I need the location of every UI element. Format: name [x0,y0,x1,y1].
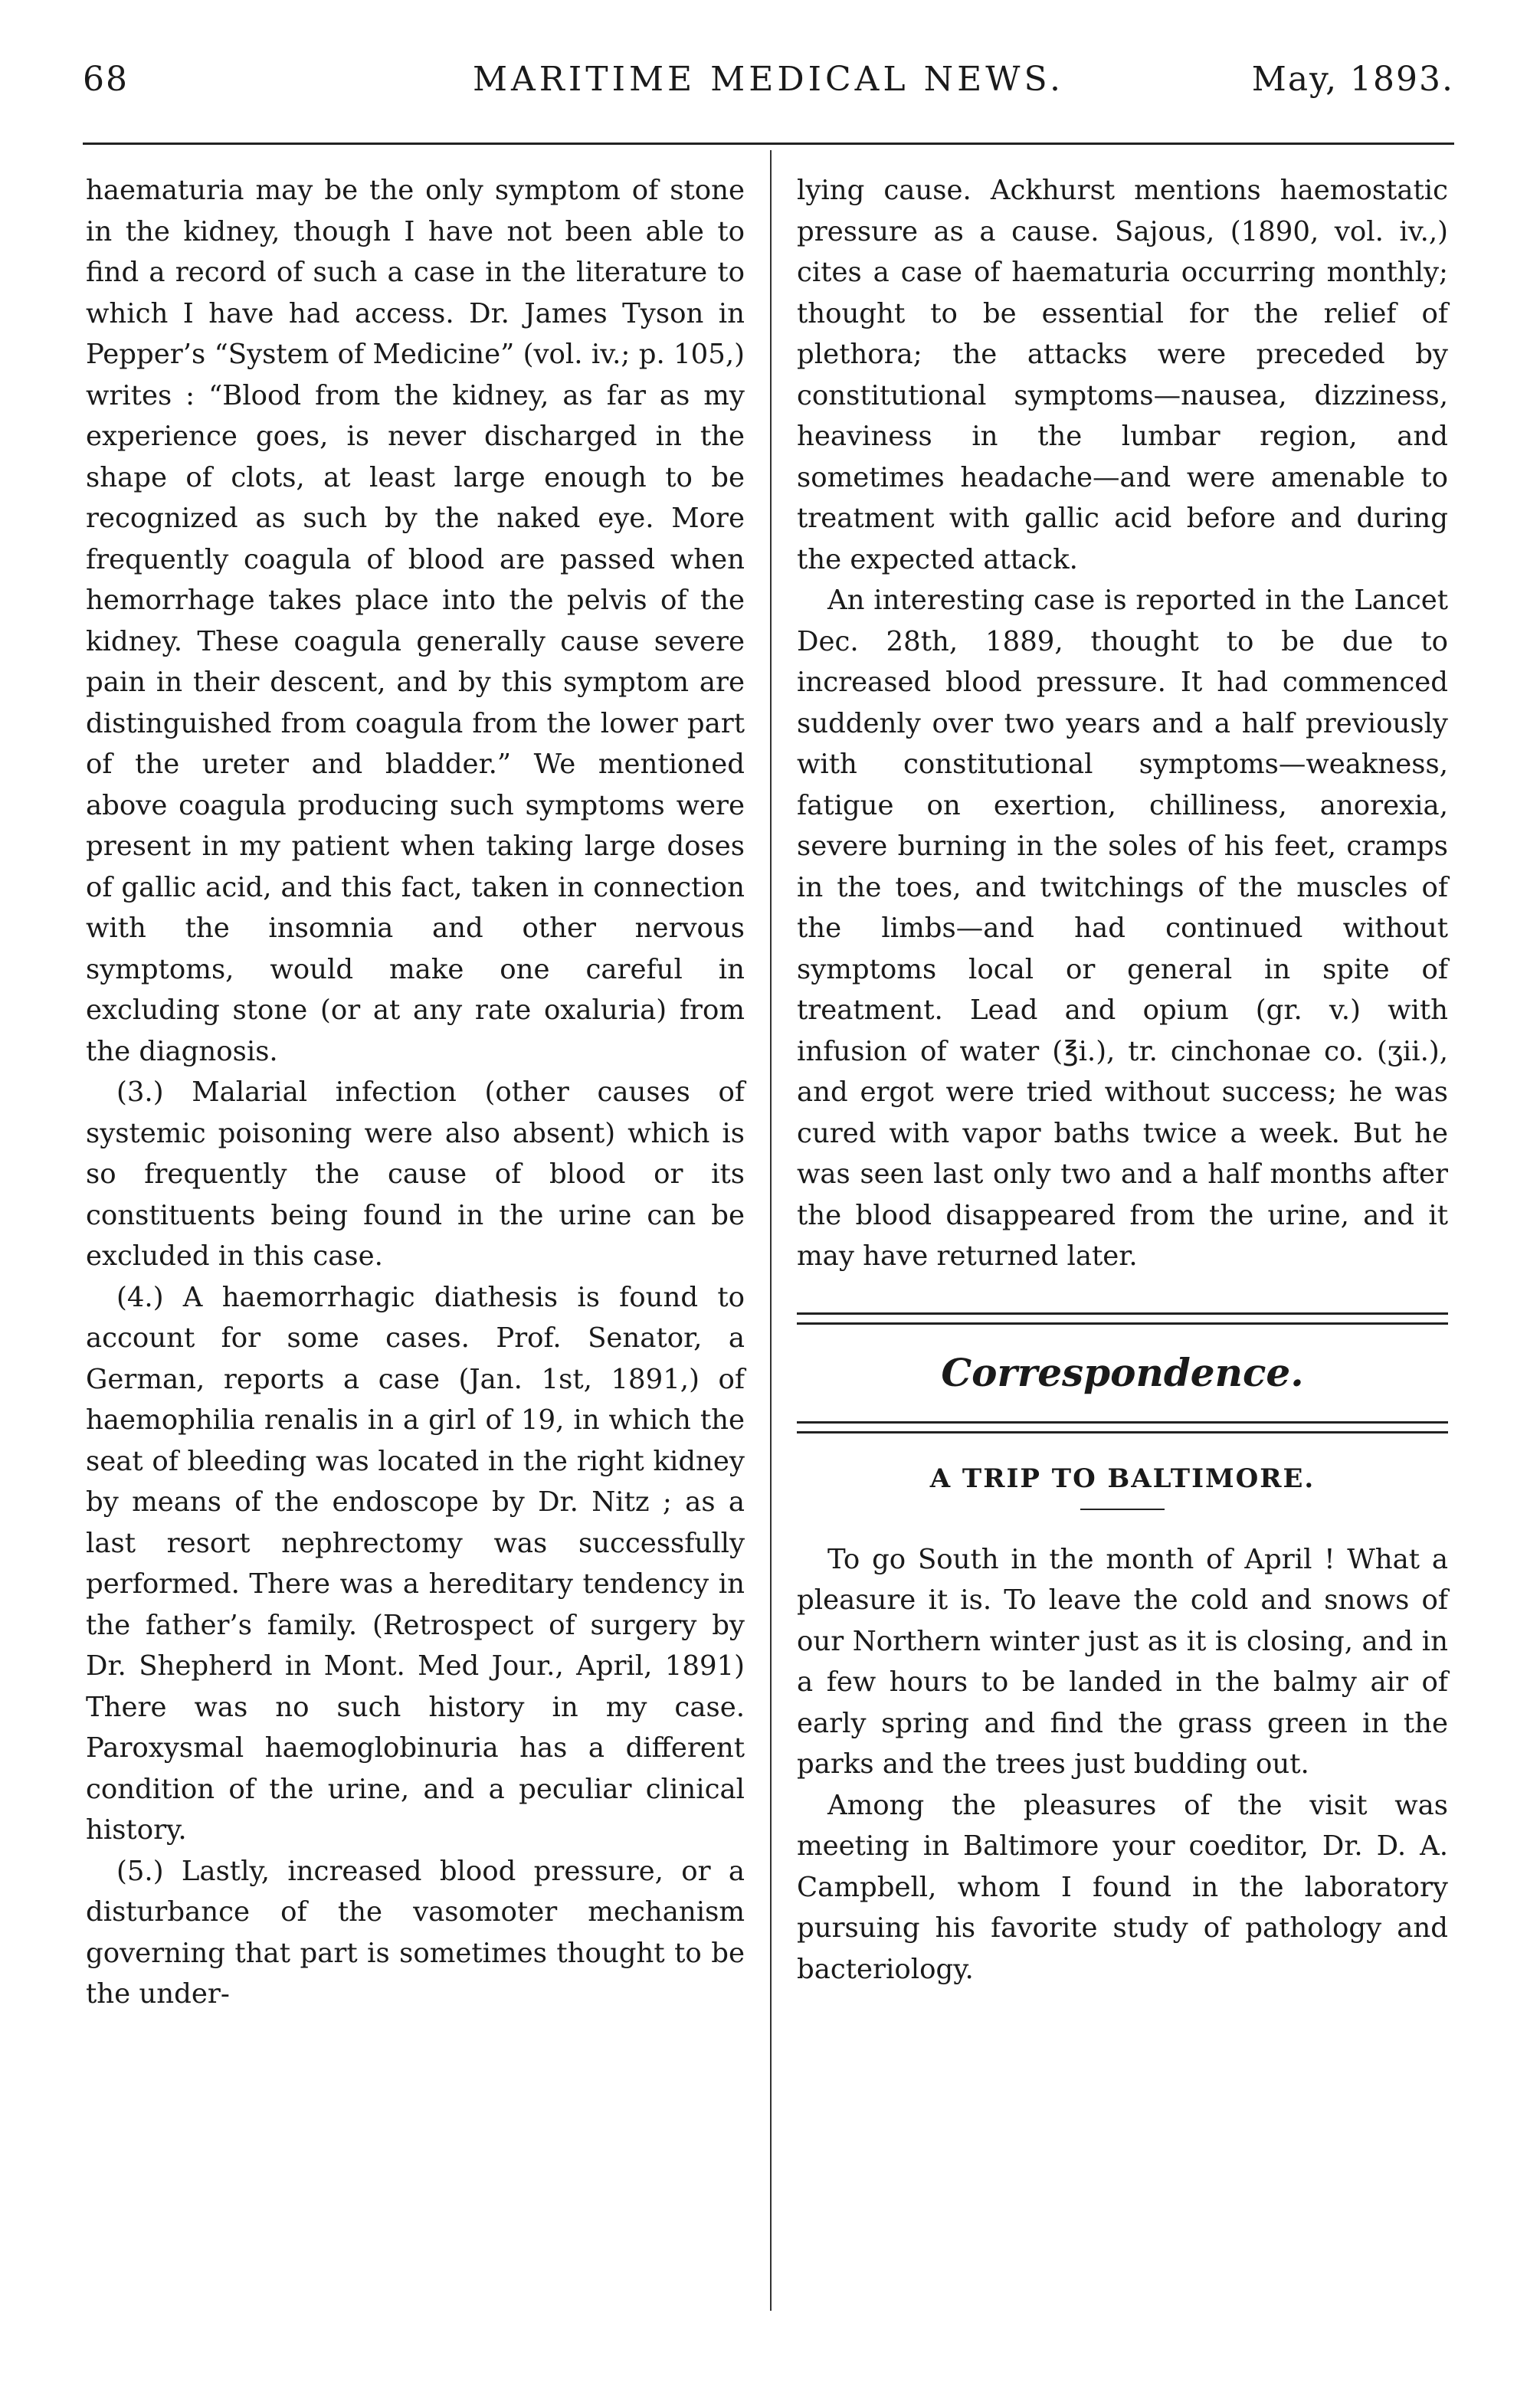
title-rule [1080,1509,1165,1510]
left-column [86,170,745,2015]
body-paragraph: (4.) A haemorrhagic diathesis is found to account for some cases. Prof. Senator, a German, reports a case (Jan. 1st, 1891,) of haemophilia renalis in a girl of 19, in which the seat of bleeding was located in the right kidney by means of the endoscope by Dr. Nitz ; as a last resort nephrectomy was successfully performed. There was a hereditary tendency in the father’s family. (Retrospect of surgery by Dr. Shepherd in Mont. Med Jour., April, 1891) There was no such history in my case. Paroxysmal haemoglobinuria has a different condition of the urine, and a peculiar clinical history. [86,1281,745,1846]
body-paragraph: lying cause. Ackhurst mentions haemostatic pressure as a cause. Sajous, (1890, vol. iv.,) cites a case of haematuria occurring monthly; thought to be essential for the relief of plethora; the attacks were preceded by constitutional symptoms—nausea, dizziness, heaviness in the lumbar region, and sometimes headache—and were amenable to treatment with gallic acid before and during the expected attack. [797,175,1448,575]
body-paragraph: (3.) Malarial infection (other causes of systemic poisoning were also absent) which is so frequently the cause of blood or its constituents being found in the urine can be excluded in this case. [86,1076,745,1272]
column-divider [770,150,772,2311]
section-heading: Correspondence. [941,1349,1304,1395]
page-number: 68 [83,60,129,99]
article-title: A TRIP TO BALTIMORE. [929,1463,1316,1494]
article-paragraph: To go South in the month of April ! What a pleasure it is. To leave the cold and snows of our Northern winter just as it is closing, and in a few hours to be landed in the balmy air of early spring and find the grass green in the parks and the trees just budding out. [797,1543,1448,1780]
journal-title: MARITIME MEDICAL NEWS. [472,60,1065,99]
section-rule-top [797,1312,1448,1325]
body-paragraph: (5.) Lastly, increased blood pressure, or a disturbance of the vasomoter mechanism governing that part is sometimes thought to be the under- [86,1855,745,2010]
section-rule-bottom [797,1421,1448,1433]
right-column [797,170,1448,1990]
body-paragraph: haematuria may be the only symptom of stone in the kidney, though I have not been able to find a record of such a case in the literature to which I have had access. Dr. James Tyson in Pepper’s “System of Medicine” (vol. iv.; p. 105,) writes : “Blood from the kidney, as far as my experience goes, is never discharged in the shape of clots, at least large enough to be recognized as such by the naked eye. More frequently coagula of blood are passed when hemorrhage takes place into the pelvis of the kidney. These coagula generally cause severe pain in their descent, and by this symptom are distinguished from coagula from the lower part of the ureter and bladder.” We mentioned above coagula producing such symptoms were present in my patient when taking large doses of gallic acid, and this fact, taken in connection with the insomnia and other nervous symptoms, would make one careful in excluding stone (or at any rate oxaluria) from the diagnosis. [86,175,745,1067]
article-paragraph: Among the pleasures of the visit was meeting in Baltimore your coeditor, Dr. D. A. Campbell, whom I found in the laboratory pursuing his favorite study of pathology and bacteriology. [797,1789,1448,1985]
running-head [83,60,1454,113]
header-rule [83,143,1454,145]
issue-date: May, 1893. [1251,60,1454,99]
body-paragraph: An interesting case is reported in the Lancet Dec. 28th, 1889, thought to be due to increased blood pressure. It had commenced suddenly over two years and a half previously with constitutional symptoms—weakness, fatigue on exertion, chilliness, anorexia, severe burning in the soles of his feet, cramps in the toes, and twitchings of the muscles of the limbs—and had continued without symptoms local or general in spite of treatment. Lead and opium (gr. v.) with infusion of water (℥i.), tr. cinchonae co. (ʒii.), and ergot were tried without success; he was cured with vapor baths twice a week. But he was seen last only two and a half months after the blood disappeared from the urine, and it may have returned later. [797,585,1448,1272]
